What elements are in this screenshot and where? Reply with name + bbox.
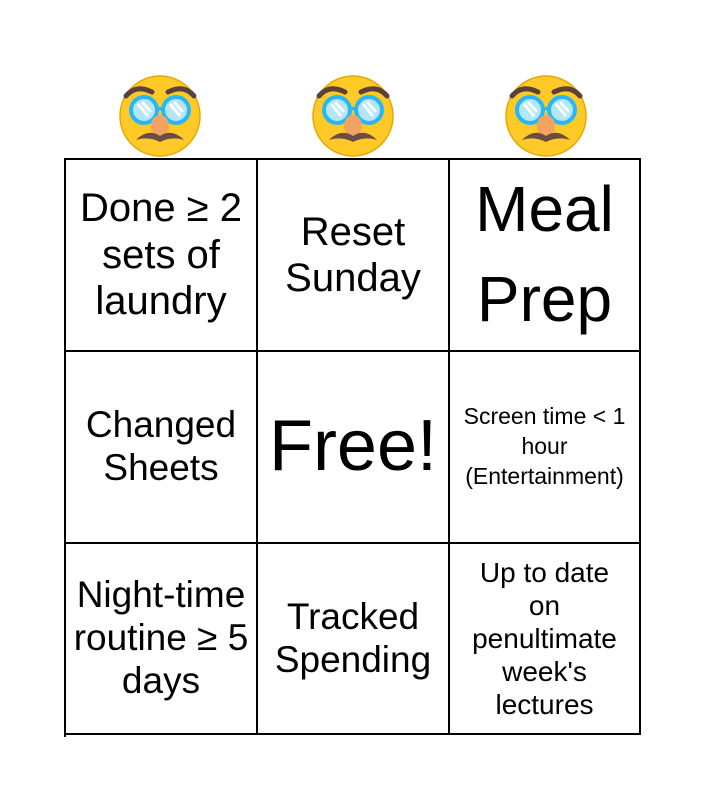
- bingo-cell[interactable]: [450, 352, 641, 544]
- bingo-cell[interactable]: [450, 160, 641, 352]
- bingo-cell-text: Reset Sunday: [285, 209, 421, 300]
- bingo-cell[interactable]: [258, 160, 450, 352]
- bingo-cell[interactable]: [66, 352, 258, 544]
- bingo-cell[interactable]: [450, 544, 641, 735]
- bingo-cell-text: Done ≥ 2 sets of laundry: [79, 186, 243, 324]
- bingo-board: [64, 158, 641, 737]
- bingo-cell[interactable]: [66, 544, 258, 735]
- bingo-cell-text: Tracked Spending: [274, 595, 432, 680]
- disguised-face-icon: [498, 66, 594, 162]
- bingo-cell-free[interactable]: [258, 352, 450, 544]
- bingo-header: [64, 62, 641, 158]
- bingo-cell-text: Free!: [268, 406, 438, 487]
- bingo-cell-text: Changed Sheets: [85, 404, 237, 488]
- bingo-cell-text: Meal Prep: [475, 173, 614, 335]
- bingo-cell[interactable]: [258, 544, 450, 735]
- disguised-face-icon: [112, 66, 208, 162]
- disguised-face-icon: [305, 66, 401, 162]
- bingo-cell-text: Night-time routine ≥ 5 days: [73, 574, 249, 701]
- bingo-cell-text: Screen time < 1 hour (Entertainment): [463, 403, 626, 489]
- bingo-cell-text: Up to date on penultimate week's lectures: [472, 556, 617, 721]
- bingo-cell[interactable]: [66, 160, 258, 352]
